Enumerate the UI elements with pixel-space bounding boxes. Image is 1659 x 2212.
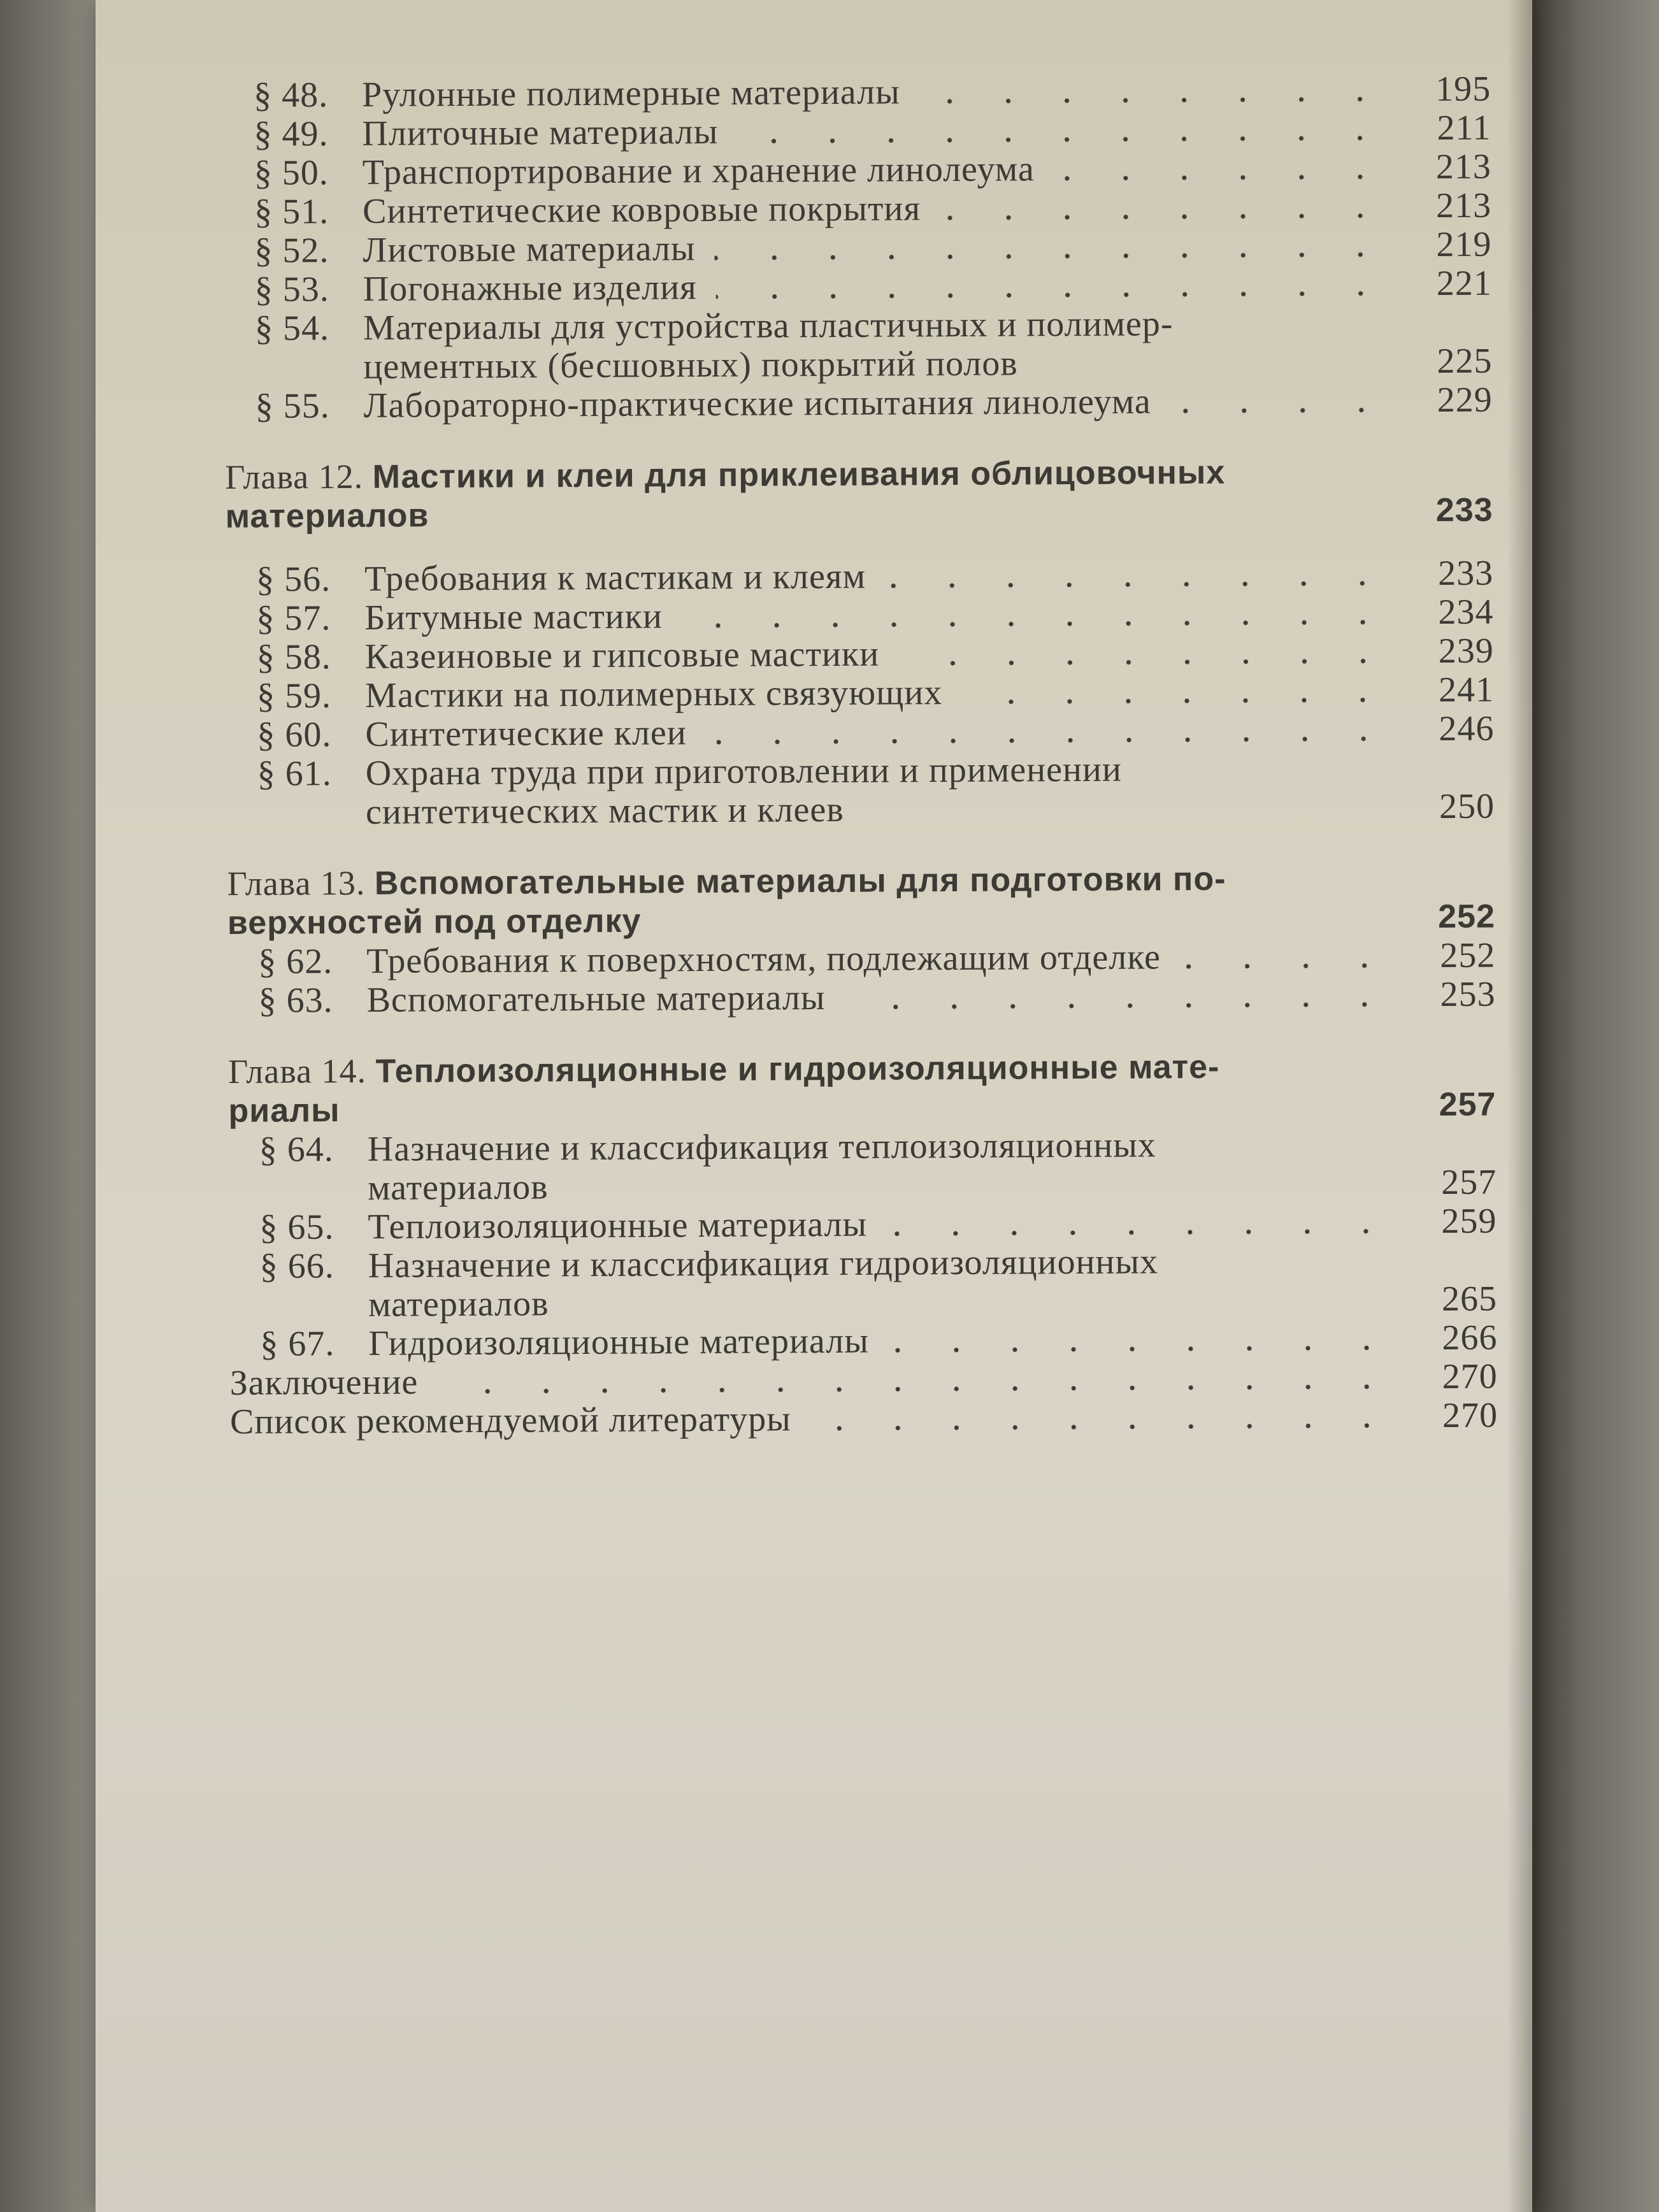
toc-section bbox=[229, 1241, 1498, 1325]
entry-title: Заключение bbox=[229, 1362, 419, 1403]
page-number: 270 bbox=[1442, 1356, 1498, 1397]
entry-title: Казеиновые и гипсовые мастики bbox=[364, 634, 880, 677]
page-number: 225 bbox=[1437, 341, 1493, 382]
toc-entry bbox=[230, 1397, 1498, 1442]
page-number: 219 bbox=[1436, 224, 1492, 265]
section-number: § 54. bbox=[254, 308, 330, 348]
entry-title: Охрана труда при приготовлении и применении bbox=[365, 749, 1123, 793]
toc-entry bbox=[230, 1358, 1498, 1403]
entry-title-continuation: материалов bbox=[368, 1284, 549, 1325]
dot-leader bbox=[1054, 170, 1390, 185]
section-number: § 65. bbox=[259, 1207, 334, 1247]
toc-entry-text bbox=[260, 1241, 1498, 1325]
toc-section bbox=[229, 1319, 1497, 1364]
entry-title: Требования к мастикам и клеям bbox=[364, 556, 866, 599]
toc-section bbox=[224, 264, 1492, 310]
section-number: § 60. bbox=[257, 715, 332, 755]
toc-section bbox=[227, 937, 1495, 982]
toc-section bbox=[229, 1124, 1497, 1209]
section-number: § 66. bbox=[259, 1246, 334, 1286]
toc-entry-text bbox=[227, 858, 1495, 943]
entry-title: Погонажные изделия bbox=[363, 268, 697, 309]
entry-title-continuation: цементных (бесшовных) покрытий полов bbox=[363, 343, 1018, 387]
dot-leader bbox=[888, 1341, 1396, 1356]
page-number: 234 bbox=[1438, 592, 1494, 633]
page-number: 229 bbox=[1437, 380, 1493, 420]
section-number: § 67. bbox=[260, 1324, 335, 1364]
entry-title: Транспортирование и хранение линолеума bbox=[362, 149, 1035, 192]
page-number: 252 bbox=[1440, 935, 1496, 976]
entry-title: Плиточные материалы bbox=[362, 111, 719, 154]
page-number: 250 bbox=[1439, 786, 1495, 827]
entry-title-continuation: синтетических мастик и клеев bbox=[365, 789, 844, 832]
section-number: § 49. bbox=[254, 114, 329, 154]
toc-section bbox=[227, 749, 1495, 833]
page-number: 195 bbox=[1435, 69, 1491, 110]
table-of-contents bbox=[223, 70, 1498, 1442]
page-number: 213 bbox=[1435, 185, 1492, 226]
section-number: § 53. bbox=[254, 269, 329, 310]
section-number: § 58. bbox=[256, 637, 331, 677]
book-page bbox=[96, 0, 1532, 2212]
section-number: § 61. bbox=[257, 754, 332, 794]
toc-chapter bbox=[227, 858, 1495, 943]
page-number: 257 bbox=[1440, 1162, 1497, 1203]
toc-section bbox=[226, 593, 1493, 638]
toc-entry-text bbox=[255, 303, 1493, 387]
entry-title: Битумные мастики bbox=[364, 596, 663, 638]
page-number: 265 bbox=[1441, 1279, 1498, 1319]
toc-section bbox=[229, 1202, 1497, 1247]
entry-title: Мастики на полимерных связующих bbox=[364, 673, 943, 715]
toc-section bbox=[226, 710, 1494, 755]
dot-leader bbox=[940, 209, 1390, 224]
page-number: 213 bbox=[1435, 147, 1491, 187]
page-number: 241 bbox=[1438, 670, 1495, 710]
entry-title-continuation: верхностей под отделку bbox=[227, 902, 642, 942]
page-number: 233 bbox=[1435, 491, 1493, 529]
toc-entry-text bbox=[259, 1124, 1497, 1209]
page-number: 239 bbox=[1438, 631, 1494, 672]
dot-leader bbox=[886, 1224, 1395, 1240]
dot-leader bbox=[885, 577, 1391, 592]
page-number: 266 bbox=[1442, 1318, 1498, 1358]
chapter-label: Глава 14. bbox=[228, 1051, 376, 1091]
entry-title: Синтетические клеи bbox=[365, 713, 687, 754]
page-number: 270 bbox=[1442, 1395, 1498, 1436]
dot-leader bbox=[898, 654, 1392, 670]
dot-leader bbox=[1170, 403, 1391, 417]
chapter-label: Глава 13. bbox=[227, 863, 375, 903]
section-number: § 50. bbox=[254, 153, 329, 193]
section-number: § 64. bbox=[259, 1130, 334, 1170]
section-number: § 57. bbox=[256, 598, 331, 638]
toc-section bbox=[226, 671, 1494, 716]
toc-chapter bbox=[228, 1046, 1497, 1131]
entry-title: Теплоизоляционные материалы bbox=[368, 1204, 868, 1247]
entry-title: Лабораторно-практические испытания линолеума bbox=[363, 382, 1151, 426]
entry-title: Требования к поверхностям, подлежащим отделке bbox=[366, 937, 1161, 981]
toc-chapter bbox=[225, 452, 1493, 536]
entry-title: Листовые материалы bbox=[363, 229, 696, 270]
entry-title: Вспомогательные материалы bbox=[366, 978, 826, 1020]
section-number: § 63. bbox=[258, 980, 333, 1021]
toc-section bbox=[226, 554, 1493, 600]
dot-leader bbox=[919, 92, 1389, 108]
page-number: 221 bbox=[1436, 263, 1492, 304]
page-number: 211 bbox=[1437, 108, 1491, 148]
section-number: § 59. bbox=[256, 676, 332, 716]
entry-title-continuation: материалов bbox=[367, 1167, 549, 1208]
chapter-label: Глава 12. bbox=[225, 457, 373, 496]
entry-title: Вспомогательные материалы для подготовки по- bbox=[374, 860, 1226, 902]
toc-section bbox=[223, 109, 1491, 154]
toc-section bbox=[226, 632, 1494, 677]
entry-title: Назначение и классификация гидроизоляционных bbox=[368, 1242, 1159, 1286]
toc-entry-text bbox=[228, 1046, 1497, 1131]
page-number: 233 bbox=[1437, 553, 1494, 594]
toc-section bbox=[225, 381, 1493, 426]
toc-section bbox=[223, 70, 1491, 115]
dot-leader bbox=[962, 693, 1393, 708]
section-number: § 51. bbox=[254, 192, 329, 232]
section-number: § 48. bbox=[253, 75, 329, 115]
toc-entry-text bbox=[257, 749, 1495, 833]
toc-entry-text bbox=[225, 452, 1493, 536]
entry-title: Список рекомендуемой литературы bbox=[229, 1399, 792, 1442]
section-number: § 62. bbox=[258, 942, 333, 982]
page-number: 259 bbox=[1441, 1201, 1497, 1242]
entry-title: Мастики и клеи для приклеивания облицовочных bbox=[372, 454, 1226, 496]
entry-title: Материалы для устройства пластичных и полимер- bbox=[363, 304, 1174, 348]
section-number: § 55. bbox=[255, 386, 330, 426]
entry-title: Теплоизоляционные и гидроизоляционные мате- bbox=[375, 1048, 1220, 1090]
toc-section bbox=[224, 226, 1491, 271]
entry-title: Синтетические ковровые покрытия bbox=[362, 189, 921, 231]
toc-section bbox=[224, 148, 1491, 193]
page-fold-shadow bbox=[1507, 0, 1532, 2212]
dot-leader bbox=[1180, 959, 1393, 973]
toc-section bbox=[224, 187, 1491, 232]
page-number: 252 bbox=[1438, 898, 1496, 936]
entry-title-continuation: риалы bbox=[228, 1092, 340, 1130]
entry-title: Гидроизоляционные материалы bbox=[368, 1321, 870, 1363]
page-number: 257 bbox=[1439, 1086, 1497, 1124]
entry-title-continuation: материалов bbox=[225, 497, 429, 535]
entry-title: Назначение и классификация теплоизоляционных bbox=[367, 1125, 1157, 1169]
page-number: 253 bbox=[1440, 974, 1496, 1015]
section-number: § 52. bbox=[254, 231, 329, 271]
backdrop-right bbox=[1529, 0, 1659, 2212]
toc-section bbox=[224, 303, 1493, 387]
section-number: § 56. bbox=[255, 559, 331, 600]
page-number: 246 bbox=[1439, 708, 1495, 749]
entry-title: Рулонные полимерные материалы bbox=[361, 72, 900, 115]
toc-section bbox=[227, 975, 1495, 1021]
